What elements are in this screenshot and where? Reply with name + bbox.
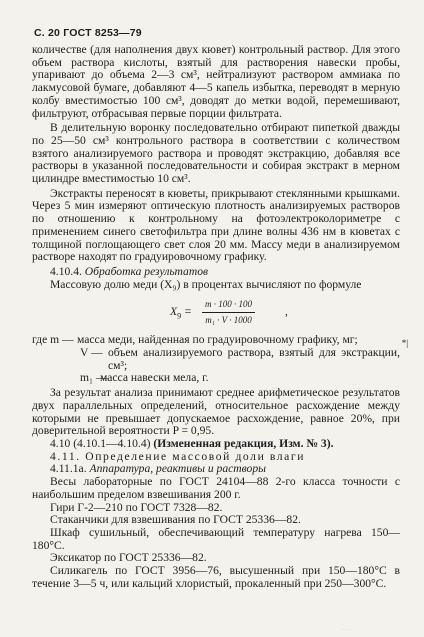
item-weights: Гири Г-2—210 по ГОСТ 7328—82.	[50, 500, 223, 514]
paragraph-result: За результат анализа принимают среднее арифметическое результатов двух параллельных определений, относительное расхождение между которыми не превышает допускаемое расхождение, равное 20%, при доверительной вероятности P = 0,95.	[32, 386, 400, 438]
section-heading-4-11-1a: 4.11.1a. Аппаратура, реактивы и растворы	[50, 462, 266, 476]
document-body	[32, 43, 408, 590]
definition-label: V —	[80, 346, 103, 360]
item-desiccator: Эксикатор по ГОСТ 25336—82.	[50, 551, 207, 565]
formula	[32, 294, 400, 332]
paragraph-measurement: Экстракты переносят в кюветы, прикрывают стеклянными крышками. Через 5 мин измеряют оптическую плотность анализируемых растворов по отношению к контрольному на фотоэлектроколориметре с применением синего светофильтра при длине волны 436 нм в кюветах с толщиной поглощающего свет слоя 20 мм. Массу меди в анализируемом растворе находят по градуировочному графику.	[32, 186, 400, 264]
formula-lhs: $X_9$ =	[170, 305, 192, 321]
scan-stamp: ·········	[340, 627, 352, 632]
definition-v	[32, 347, 400, 372]
paragraph-formula-intro: Массовую долю меди (X₉) в процентах вычисляют по формуле	[50, 277, 362, 291]
formula-numerator: m · 100 · 100	[202, 298, 255, 313]
definition-label: m₁ —	[80, 371, 108, 385]
definition-label: где m —	[32, 333, 74, 347]
section-heading-4-11: 4.11. Определение массовой доли влаги	[50, 449, 306, 463]
item-scales: Весы лабораторные по ГОСТ 24104—88 2-го класса точности с наибольшим пределом взвешивания 200 г.	[32, 475, 400, 501]
item-silica-gel: Силикагель по ГОСТ 3956—76, высушенный при 150—180°С в течение 3—5 ч, или кальций хлористый, прокаленный при 250—300°С.	[32, 564, 400, 590]
page-number: С. 20	[34, 27, 61, 39]
definition-m1	[32, 372, 400, 385]
page-header	[34, 27, 142, 39]
margin-mark: *|	[401, 338, 408, 349]
formula-denominator: m₁ · V · 1000	[205, 315, 252, 326]
section-heading-4-10-4	[32, 266, 400, 279]
item-weighing-cups: Стаканчики для взвешивания по ГОСТ 25336—82.	[50, 513, 301, 527]
definition-text: масса навески мела, г.	[100, 371, 209, 385]
standard-number: ГОСТ 8253—79	[63, 27, 142, 39]
item-drying-oven: Шкаф сушильный, обеспечивающий температуру нагрева 150—180°С.	[32, 525, 400, 552]
definition-text: масса меди, найденная по градуировочному графику, мг;	[77, 333, 358, 347]
section-number: 4.10.4.	[50, 264, 82, 278]
formula-comma: ,	[285, 305, 288, 319]
definition-text: объем анализируемого раствора, взятый для экстракции, см³;	[108, 346, 400, 372]
section-title: Обработка результатов	[84, 264, 209, 278]
paragraph-extraction: В делительную воронку последовательно отбирают пипеткой дважды по 25—50 см³ контрольного раствора в соответствии с количеством взятого анализируемого раствора и проводят экстракцию, добавляя все растворы в указанной последовательности и собирая экстракт в мерном цилиндре вместимостью 10 см³.	[32, 121, 400, 186]
paragraph-amendment: 4.10 (4.10.1—4.10.4) (Измененная редакция, Изм. № 3).	[50, 436, 334, 450]
formula-fraction	[202, 298, 255, 326]
paragraph-control-solution: количестве (для наполнения двух кювет) контрольный раствор. Для этого объем раствора кислоты, взятый для растворения навески пробы, упаривают до объема 2—3 см³, нейтрализуют раствором аммиака по лакмусовой бумаге, добавляют 4—5 капель избытка, переводят в мерную колбу вместимостью 100 см³, доводят до метки водой, перемешивают, фильтруют, отбрасывая первые порции фильтрата.	[32, 43, 400, 120]
